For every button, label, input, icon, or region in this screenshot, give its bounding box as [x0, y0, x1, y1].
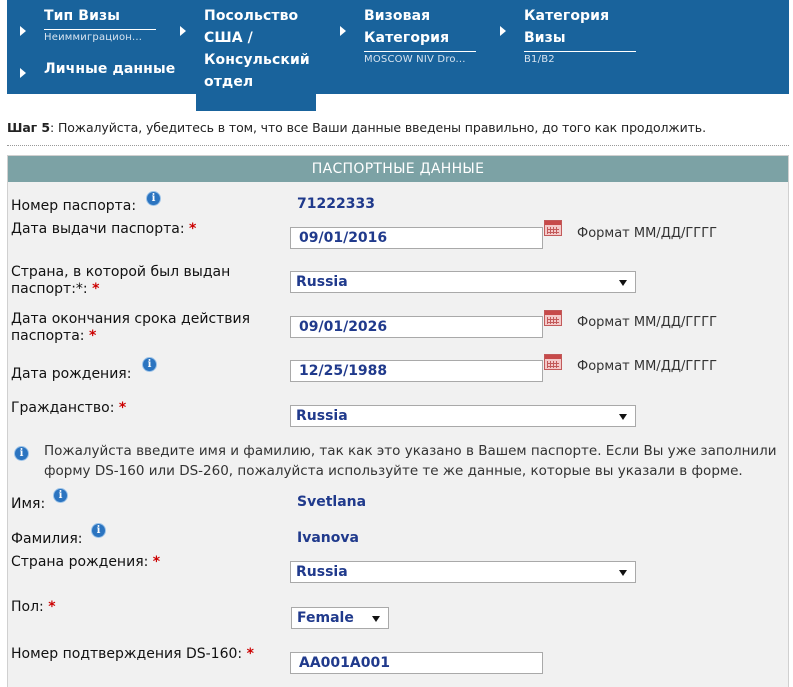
- nav-step-title-line: Категория: [364, 30, 450, 46]
- arrow-right-icon: [20, 68, 26, 78]
- nav-step-title: Личные данные: [44, 61, 176, 77]
- last-name-value: Ivanova: [297, 530, 359, 546]
- divider: [7, 145, 789, 146]
- arrow-right-icon: [340, 26, 346, 36]
- nav-step-title-line: США /: [204, 30, 253, 46]
- arrow-right-icon: [500, 26, 506, 36]
- nav-step-divider: [44, 29, 156, 30]
- step-text: : Пожалуйста, убедитесь в том, что все Ваши данные введены правильно, до того как продолжить.: [49, 120, 706, 135]
- citizenship-select[interactable]: Russia: [290, 405, 636, 427]
- calendar-icon[interactable]: [544, 310, 562, 326]
- nav-step-divider: [364, 51, 476, 52]
- passport-number-label: Номер паспорта:: [11, 198, 137, 214]
- nav-step-visa-class[interactable]: [497, 5, 647, 65]
- calendar-icon[interactable]: [544, 354, 562, 370]
- nav-step-value: Неиммиграцион...: [44, 32, 143, 43]
- info-icon[interactable]: i: [143, 358, 156, 371]
- birth-date-input[interactable]: 12/25/1988: [290, 360, 543, 382]
- birth-country-label: Страна рождения: *: [11, 554, 161, 570]
- date-format-hint: Формат ММ/ДД/ГГГГ: [577, 226, 718, 241]
- issue-date-label: Дата выдачи паспорта: *: [11, 221, 197, 237]
- last-name-label: Фамилия:: [11, 531, 83, 547]
- nav-step-value: B1/B2: [524, 54, 555, 65]
- info-icon[interactable]: i: [54, 489, 67, 502]
- arrow-right-icon: [180, 26, 186, 36]
- step-number: Шаг 5: [7, 120, 50, 135]
- birth-date-label: Дата рождения:: [11, 366, 132, 382]
- first-name-label: Имя:: [11, 496, 46, 512]
- arrow-right-icon: [20, 26, 26, 36]
- issue-country-label: Страна, в которой был выдан паспорт:*: *: [11, 264, 231, 297]
- birth-country-select[interactable]: Russia: [290, 561, 636, 583]
- step-navigation: [7, 0, 789, 94]
- nav-step-personal-data[interactable]: [17, 58, 187, 80]
- expiry-date-input[interactable]: 09/01/2026: [290, 316, 543, 338]
- nav-step-title-line: Посольство: [204, 8, 299, 24]
- passport-data-section: [7, 155, 789, 687]
- calendar-icon[interactable]: [544, 220, 562, 236]
- section-title: ПАСПОРТНЫЕ ДАННЫЕ: [8, 156, 788, 182]
- ds160-label: Номер подтверждения DS-160: *: [11, 646, 254, 662]
- info-icon: i: [15, 447, 28, 460]
- nav-step-visa-category[interactable]: [337, 5, 487, 65]
- issue-date-input[interactable]: 09/01/2016: [290, 227, 543, 249]
- info-icon[interactable]: i: [92, 524, 105, 537]
- date-format-hint: Формат ММ/ДД/ГГГГ: [577, 359, 718, 374]
- nav-step-title-line: отдел: [204, 74, 254, 90]
- nav-step-title-line: Визовая: [364, 8, 431, 24]
- chevron-down-icon: [619, 414, 627, 420]
- passport-number-value: 71222333: [297, 196, 375, 212]
- expiry-date-label: Дата окончания срока действия паспорта: *: [11, 311, 251, 344]
- chevron-down-icon: [619, 280, 627, 286]
- step-instruction: [7, 120, 793, 135]
- issue-country-select[interactable]: Russia: [290, 271, 636, 293]
- gender-select[interactable]: Female: [291, 607, 389, 629]
- ds160-input[interactable]: AA001A001: [290, 652, 543, 674]
- nav-step-title-line: Консульский: [204, 52, 310, 68]
- first-name-value: Svetlana: [297, 494, 367, 510]
- nav-step-divider: [524, 51, 636, 52]
- nav-step-value: MOSCOW NIV Dro...: [364, 54, 466, 65]
- info-icon[interactable]: i: [147, 192, 160, 205]
- date-format-hint: Формат ММ/ДД/ГГГГ: [577, 315, 718, 330]
- nav-step-title-line: Визы: [524, 30, 566, 46]
- gender-label: Пол: *: [11, 599, 56, 615]
- chevron-down-icon: [619, 570, 627, 576]
- nav-step-visa-type[interactable]: [17, 5, 157, 43]
- citizenship-label: Гражданство: *: [11, 400, 127, 416]
- nav-step-title-line: Категория: [524, 8, 610, 24]
- name-note: Пожалуйста введите имя и фамилию, так как это указано в Вашем паспорте. Если Вы уже заполнили форму DS-160 или DS-260, пожалуйста используйте те же данные, которые вы указали в форме.: [44, 443, 777, 479]
- nav-step-embassy-extension: [196, 94, 316, 111]
- chevron-down-icon: [372, 616, 380, 622]
- nav-step-title: Тип Визы: [44, 8, 120, 24]
